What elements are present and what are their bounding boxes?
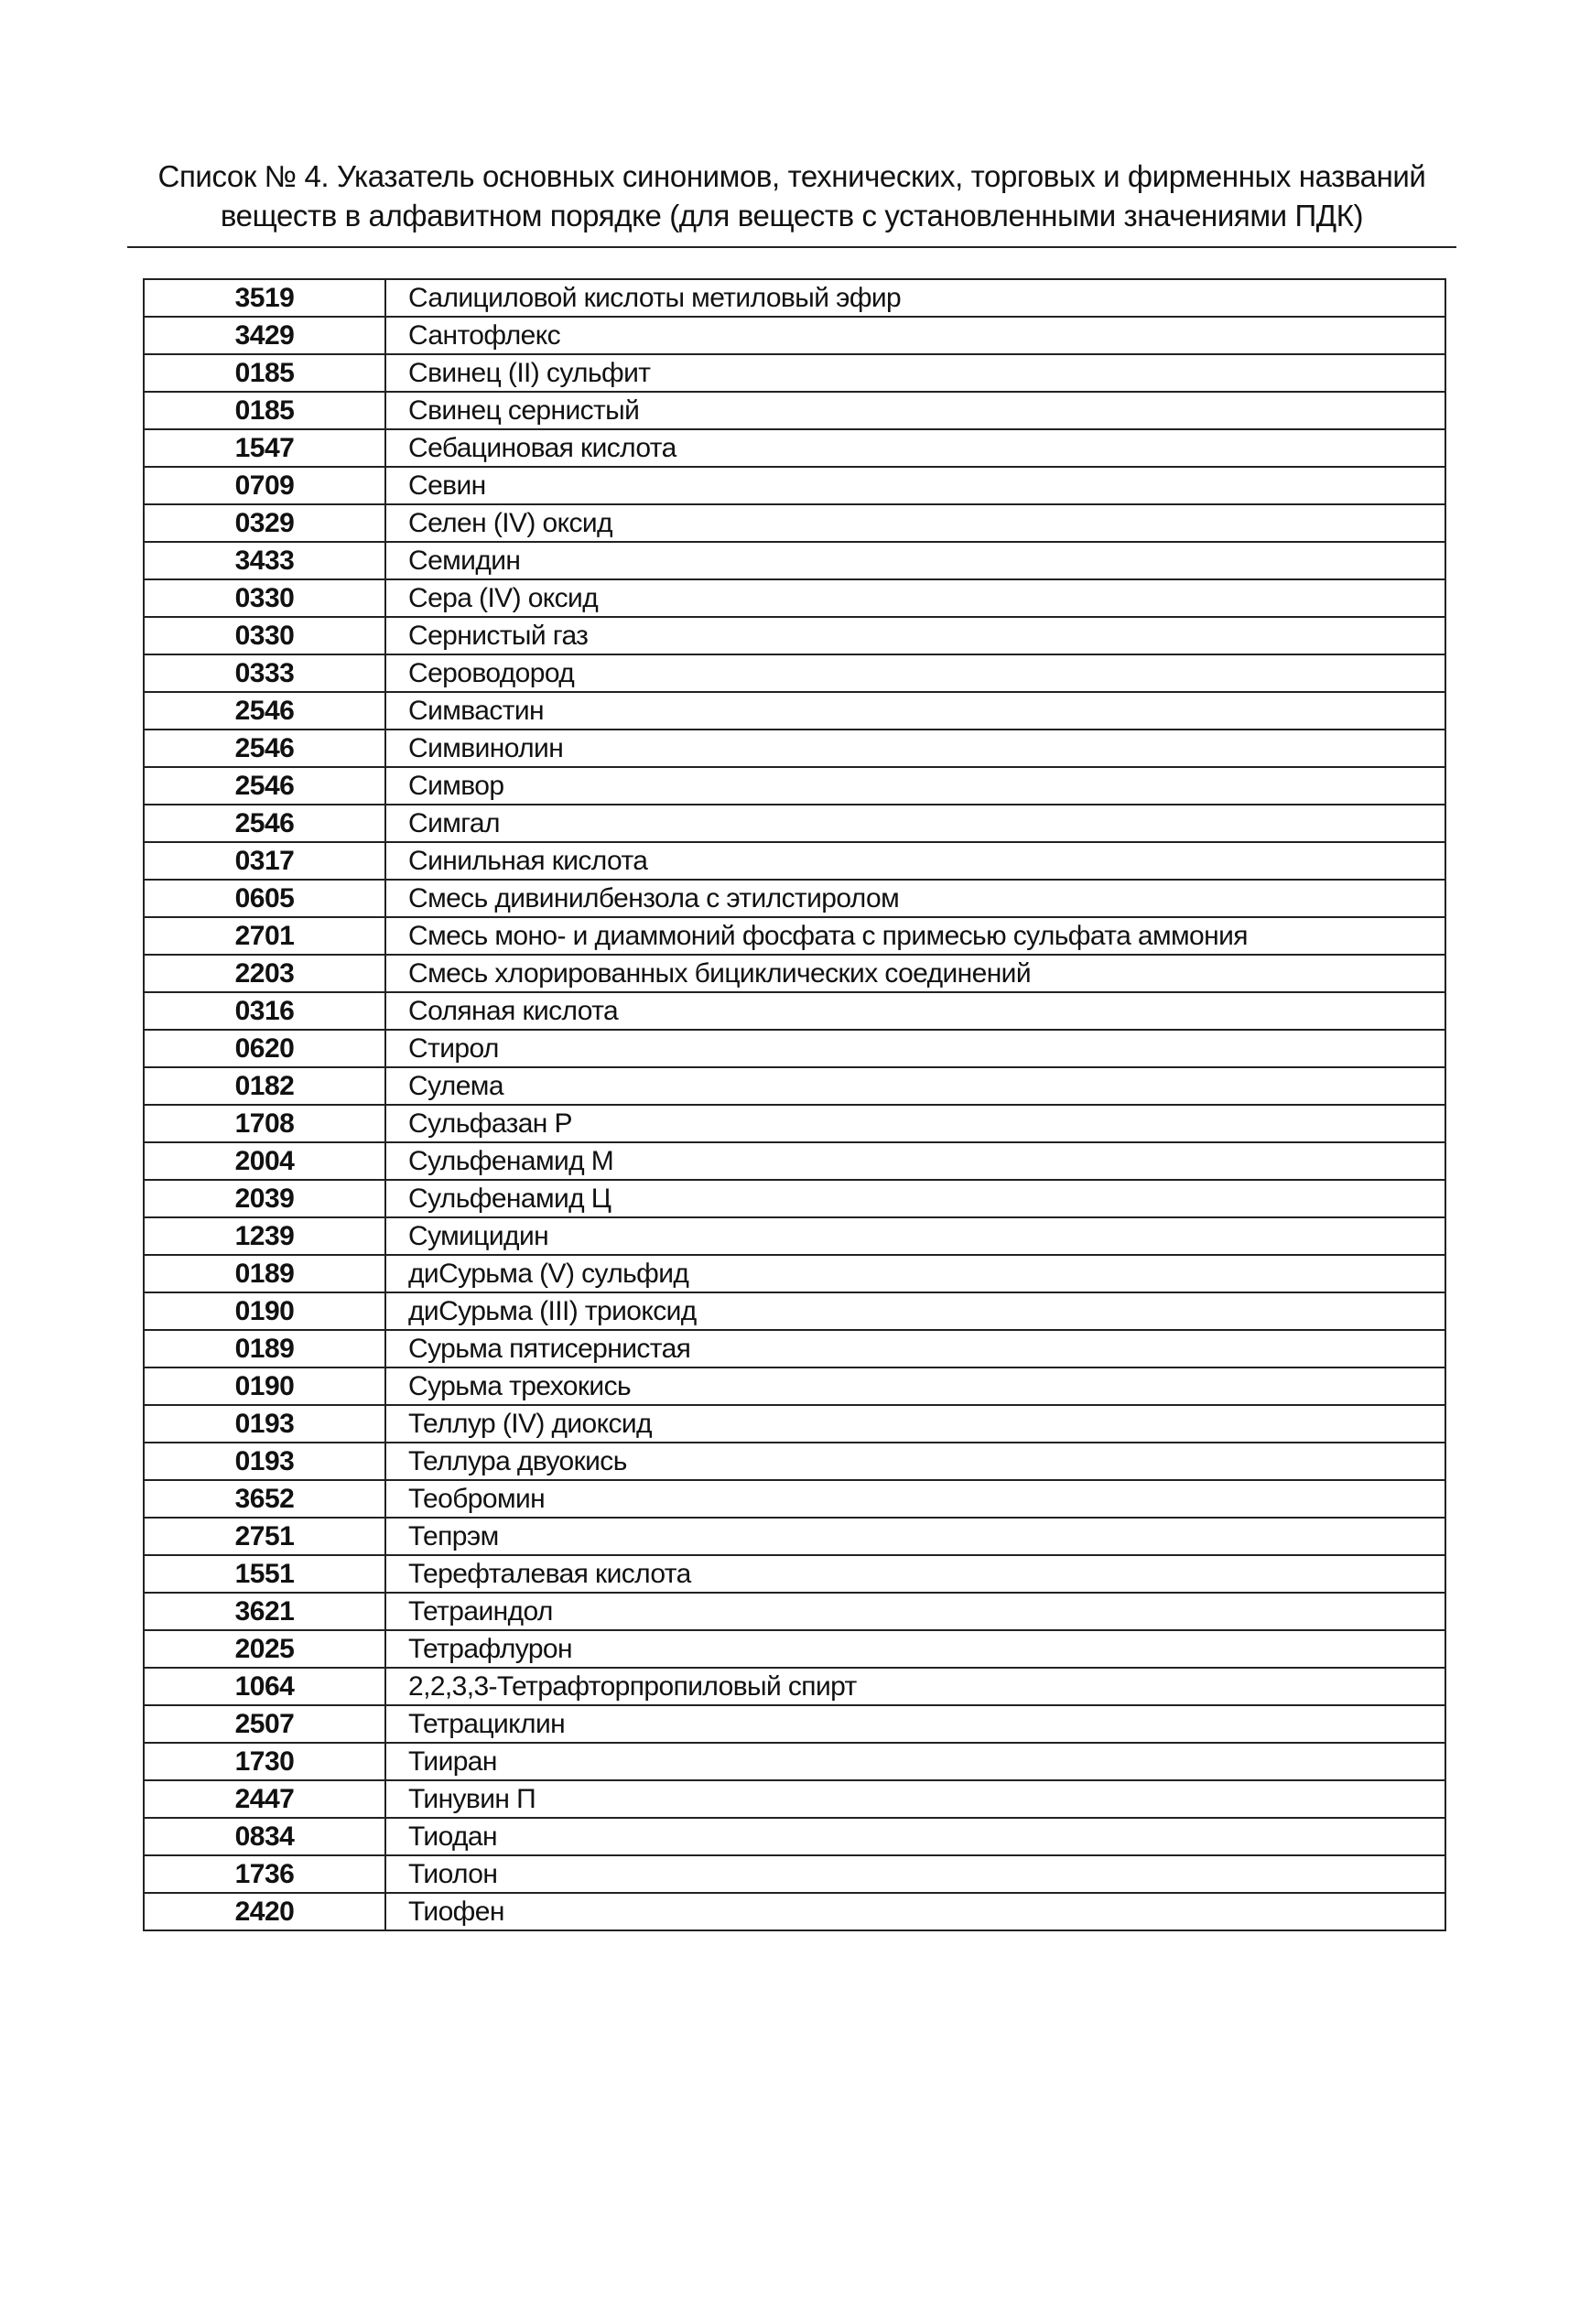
substance-code-cell: 1547 (144, 429, 385, 467)
substance-code-cell: 2447 (144, 1780, 385, 1818)
table-row (144, 1142, 1445, 1180)
substance-name-cell: Симвинолин (385, 730, 1445, 767)
substance-code-cell: 0333 (144, 654, 385, 692)
substance-code-cell: 2546 (144, 767, 385, 805)
substance-name-cell: Симгал (385, 805, 1445, 842)
substance-code-cell: 0316 (144, 992, 385, 1030)
page-title-line-1: Список № 4. Указатель основных синонимов, технических, торговых и фирменных названий (157, 159, 1426, 193)
substance-name-cell: Сурьма трехокись (385, 1367, 1445, 1405)
table-row (144, 617, 1445, 654)
table-row (144, 1217, 1445, 1255)
substance-code-cell: 0330 (144, 579, 385, 617)
table-row (144, 354, 1445, 392)
substance-code-cell: 1551 (144, 1555, 385, 1593)
substance-code-cell: 0834 (144, 1818, 385, 1855)
substance-code-cell: 0193 (144, 1443, 385, 1480)
substance-code-cell: 3652 (144, 1480, 385, 1518)
table-row (144, 1330, 1445, 1367)
table-row (144, 579, 1445, 617)
synonyms-table (143, 278, 1446, 1931)
substance-code-cell: 0605 (144, 880, 385, 917)
substance-name-cell: Стирол (385, 1030, 1445, 1067)
table-row (144, 1555, 1445, 1593)
substance-code-cell: 1239 (144, 1217, 385, 1255)
substance-code-cell: 3429 (144, 317, 385, 354)
substance-name-cell: 2,2,3,3-Тетрафторпропиловый спирт (385, 1668, 1445, 1705)
table-row (144, 1405, 1445, 1443)
table-row (144, 917, 1445, 955)
page-title (127, 157, 1456, 248)
substance-code-cell: 0317 (144, 842, 385, 880)
substance-code-cell: 0182 (144, 1067, 385, 1105)
table-row (144, 692, 1445, 730)
page-title-line-2: веществ в алфавитном порядке (для веществ с установленными значениями ПДК) (220, 199, 1364, 232)
table-row (144, 1030, 1445, 1067)
table-row (144, 1105, 1445, 1142)
substance-name-cell: Смесь хлорированных бициклических соединений (385, 955, 1445, 992)
synonyms-table-body (144, 279, 1445, 1930)
substance-name-cell: Тетрациклин (385, 1705, 1445, 1743)
substance-name-cell: Теобромин (385, 1480, 1445, 1518)
substance-code-cell: 1708 (144, 1105, 385, 1142)
table-row (144, 1593, 1445, 1630)
table-row (144, 1780, 1445, 1818)
substance-code-cell: 1064 (144, 1668, 385, 1705)
table-row (144, 1367, 1445, 1405)
substance-code-cell: 1736 (144, 1855, 385, 1893)
table-row (144, 1180, 1445, 1217)
substance-name-cell: Сероводород (385, 654, 1445, 692)
table-row (144, 1443, 1445, 1480)
table-row (144, 1668, 1445, 1705)
substance-name-cell: Сумицидин (385, 1217, 1445, 1255)
substance-name-cell: Семидин (385, 542, 1445, 579)
substance-name-cell: Синильная кислота (385, 842, 1445, 880)
substance-code-cell: 0189 (144, 1255, 385, 1292)
table-row (144, 1480, 1445, 1518)
substance-name-cell: Смесь дивинилбензола с этилстиролом (385, 880, 1445, 917)
substance-name-cell: Теллура двуокись (385, 1443, 1445, 1480)
substance-code-cell: 2507 (144, 1705, 385, 1743)
substance-name-cell: Сера (IV) оксид (385, 579, 1445, 617)
substance-name-cell: диСурьма (III) триоксид (385, 1292, 1445, 1330)
substance-name-cell: диСурьма (V) сульфид (385, 1255, 1445, 1292)
table-row (144, 317, 1445, 354)
substance-name-cell: Сулема (385, 1067, 1445, 1105)
table-row (144, 504, 1445, 542)
substance-code-cell: 2751 (144, 1518, 385, 1555)
table-row (144, 1518, 1445, 1555)
table-row (144, 805, 1445, 842)
substance-code-cell: 0185 (144, 392, 385, 429)
substance-code-cell: 0329 (144, 504, 385, 542)
substance-name-cell: Тепрэм (385, 1518, 1445, 1555)
substance-name-cell: Соляная кислота (385, 992, 1445, 1030)
table-row (144, 392, 1445, 429)
substance-name-cell: Тетраиндол (385, 1593, 1445, 1630)
substance-name-cell: Сульфазан Р (385, 1105, 1445, 1142)
substance-name-cell: Тииран (385, 1743, 1445, 1780)
table-row (144, 1705, 1445, 1743)
substance-code-cell: 3519 (144, 279, 385, 317)
substance-name-cell: Тиодан (385, 1818, 1445, 1855)
table-row (144, 842, 1445, 880)
substance-code-cell: 2004 (144, 1142, 385, 1180)
table-row (144, 1743, 1445, 1780)
substance-name-cell: Селен (IV) оксид (385, 504, 1445, 542)
substance-name-cell: Тиолон (385, 1855, 1445, 1893)
substance-name-cell: Теллур (IV) диоксид (385, 1405, 1445, 1443)
substance-code-cell: 2039 (144, 1180, 385, 1217)
table-row (144, 429, 1445, 467)
substance-name-cell: Свинец (II) сульфит (385, 354, 1445, 392)
substance-name-cell: Симвастин (385, 692, 1445, 730)
substance-name-cell: Сурьма пятисернистая (385, 1330, 1445, 1367)
substance-code-cell: 2546 (144, 805, 385, 842)
substance-code-cell: 1730 (144, 1743, 385, 1780)
substance-name-cell: Сульфенамид Ц (385, 1180, 1445, 1217)
substance-code-cell: 2420 (144, 1893, 385, 1930)
substance-code-cell: 0620 (144, 1030, 385, 1067)
table-row (144, 1855, 1445, 1893)
substance-name-cell: Тетрафлурон (385, 1630, 1445, 1668)
substance-code-cell: 2546 (144, 692, 385, 730)
table-row (144, 1630, 1445, 1668)
substance-code-cell: 0709 (144, 467, 385, 504)
table-row (144, 1818, 1445, 1855)
table-row (144, 654, 1445, 692)
substance-code-cell: 0189 (144, 1330, 385, 1367)
substance-name-cell: Севин (385, 467, 1445, 504)
table-row (144, 955, 1445, 992)
table-row (144, 730, 1445, 767)
substance-name-cell: Сернистый газ (385, 617, 1445, 654)
substance-code-cell: 2025 (144, 1630, 385, 1668)
substance-name-cell: Смесь моно- и диаммоний фосфата с примесью сульфата аммония (385, 917, 1445, 955)
substance-code-cell: 3433 (144, 542, 385, 579)
substance-code-cell: 3621 (144, 1593, 385, 1630)
table-row (144, 992, 1445, 1030)
substance-code-cell: 0193 (144, 1405, 385, 1443)
substance-code-cell: 0190 (144, 1367, 385, 1405)
substance-code-cell: 2546 (144, 730, 385, 767)
substance-name-cell: Себациновая кислота (385, 429, 1445, 467)
table-row (144, 1255, 1445, 1292)
table-row (144, 279, 1445, 317)
substance-name-cell: Терефталевая кислота (385, 1555, 1445, 1593)
substance-code-cell: 0185 (144, 354, 385, 392)
substance-name-cell: Сульфенамид М (385, 1142, 1445, 1180)
table-row (144, 880, 1445, 917)
substance-code-cell: 0190 (144, 1292, 385, 1330)
substance-code-cell: 0330 (144, 617, 385, 654)
table-row (144, 767, 1445, 805)
substance-name-cell: Симвор (385, 767, 1445, 805)
table-row (144, 467, 1445, 504)
substance-code-cell: 2203 (144, 955, 385, 992)
substance-name-cell: Сантофлекс (385, 317, 1445, 354)
table-row (144, 1893, 1445, 1930)
substance-name-cell: Тинувин П (385, 1780, 1445, 1818)
substance-name-cell: Салициловой кислоты метиловый эфир (385, 279, 1445, 317)
table-row (144, 1067, 1445, 1105)
table-row (144, 542, 1445, 579)
substance-name-cell: Свинец сернистый (385, 392, 1445, 429)
substance-code-cell: 2701 (144, 917, 385, 955)
substance-name-cell: Тиофен (385, 1893, 1445, 1930)
table-row (144, 1292, 1445, 1330)
